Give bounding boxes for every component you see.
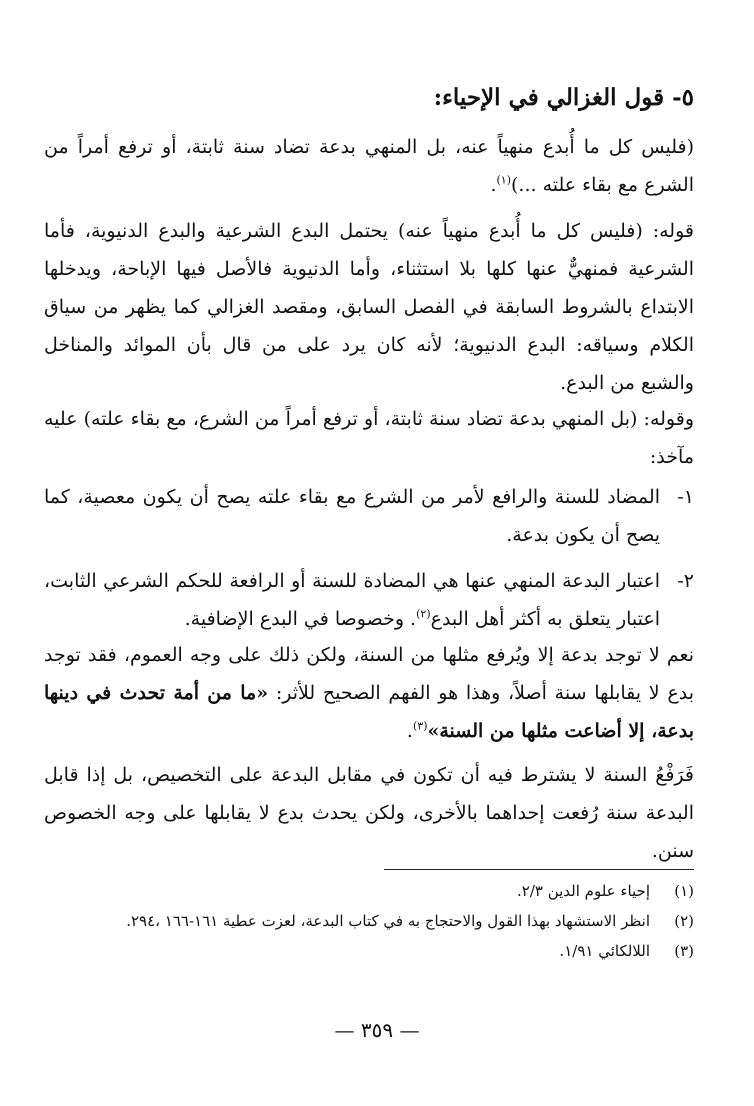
list-item <box>44 478 694 554</box>
quote-end: . <box>490 174 497 196</box>
list-item-number: ٢- <box>677 570 694 592</box>
paragraph-3-end: . <box>406 720 413 742</box>
quote-paragraph <box>44 128 694 204</box>
list-item-text: المضاد للسنة والرافع لأمر من الشرع مع بقاء علته يصح أن يكون معصية، كما يصح أن يكون بدعة. <box>44 486 660 546</box>
list-item <box>44 562 694 638</box>
footnote-text: انظر الاستشهاد بهذا القول والاحتجاج به في كتاب البدعة، لعزت عطية ١٦١-١٦٦ ،٢٩٤. <box>126 912 650 930</box>
paragraph-3 <box>44 636 694 750</box>
footnote <box>44 908 694 934</box>
list-item-text <box>44 562 660 638</box>
footnote-ref-1: (١) <box>496 173 511 187</box>
footnote-number: (١) <box>674 882 694 900</box>
objection-list <box>44 478 694 638</box>
quote-text: (فليس كل ما أُبدع منهياً عنه، بل المنهي بدعة تضاد سنة ثابتة، أو ترفع أمراً من الشرع مع بقاء علته ...) <box>44 136 694 196</box>
footnote <box>44 938 694 964</box>
paragraph-1: قوله: (فليس كل ما أُبدع منهياً عنه) يحتمل البدع الشرعية والبدع الدنيوية، فأما الشرعية فمنهيٌّ عنها كلها بلا استثناء، وأما الدنيوية فالأصل فيها الإباحة، ويدخلها الابتداع بالشروط السابقة في الفصل السابق، ومقصد الغزالي كما يظهر من سياق الكلام وسياقه: البدع الدنيوية؛ لأنه كان يرد على من قال بأن الموائد والمناخل والشبع من البدع. <box>44 220 694 394</box>
paragraph-3-text: نعم لا توجد بدعة إلا ويُرفع مثلها من السنة، ولكن ذلك على وجه العموم، فقد توجد بدع لا يقابلها سنة أصلاً، وهذا هو الفهم الصحيح للأثر: <box>44 644 694 704</box>
section-heading: ٥- قول الغزالي في الإحياء: <box>433 84 694 111</box>
footnote-number: (٣) <box>674 942 694 960</box>
footnote-text: اللالكائي ١/٩١. <box>559 942 650 960</box>
list-item-text-b: . وخصوصا في البدع الإضافية. <box>184 608 417 630</box>
footnote-divider <box>384 869 694 870</box>
paragraph-2: وقوله: (بل المنهي بدعة تضاد سنة ثابتة، أو ترفع أمراً من الشرع، مع بقاء علته) عليه مآخذ: <box>44 408 694 468</box>
footnote-text: إحياء علوم الدين ٢/٣. <box>516 882 650 900</box>
footnote-number: (٢) <box>674 912 694 930</box>
list-item-number: ١- <box>677 486 694 508</box>
footnotes <box>44 878 694 964</box>
footnote <box>44 878 694 904</box>
footnote-ref-2: (٢) <box>416 607 431 621</box>
paragraph-4: فَرَفْعُ السنة لا يشترط فيه أن تكون في مقابل البدعة على التخصيص، بل إذا قابل البدعة سنة رُفعت إحداهما بالأخرى، ولكن يحدث بدع لا يقابلها على وجه الخصوص سنن. <box>44 764 694 862</box>
page-number: — ٣٥٩ — <box>334 1018 420 1042</box>
hadith-quote: «ما من أمة تحدث في دينها بدعة، إلا أضاعت مثلها من السنة» <box>44 682 694 742</box>
list-item-text-a: اعتبار البدعة المنهي عنها هي المضادة للسنة أو الرافعة للحكم الشرعي الثابت، اعتبار يتعلق به أكثر أهل البدع <box>44 570 660 630</box>
footnote-ref-3: (٣) <box>412 719 428 733</box>
